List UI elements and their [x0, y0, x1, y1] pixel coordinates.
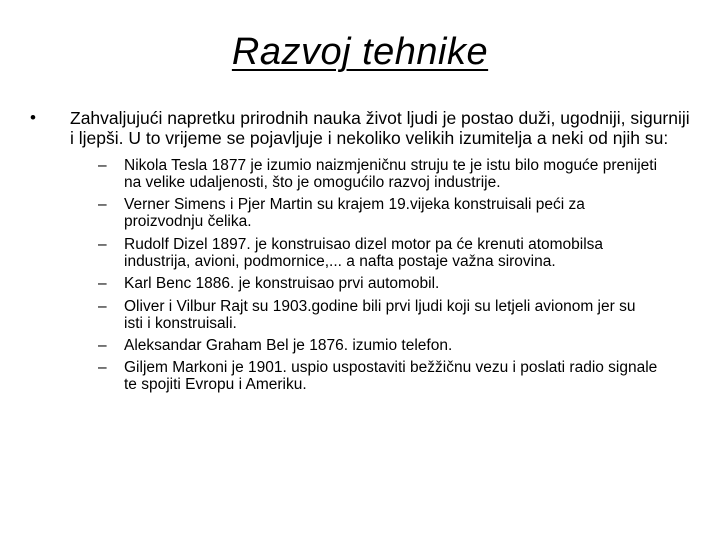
list-item [98, 298, 698, 332]
list-item [98, 196, 698, 230]
list-item-text: Rudolf Dizel 1897. je konstruisao dizel motor pa će krenuti atomobilsa industrija, avioni, podmornice,... a nafta postaje važna sirovina. [124, 235, 604, 270]
inventor-list [28, 157, 698, 393]
list-item [98, 157, 698, 191]
list-item-text: Karl Benc 1886. je konstruisao prvi automobil. [124, 275, 440, 293]
dash-marker: – [98, 336, 107, 354]
dash-marker: – [98, 359, 107, 377]
slide-title: Razvoj tehnike [231, 31, 489, 73]
dash-marker: – [98, 157, 107, 174]
intro-text: Zahvaljujući napretku prirodnih nauka život ljudi je postao duži, ugodniji, sigurniji i ljepši. U to vrijeme se pojavljuje i nekoliko velikih izumitelja a neki od njih su: [70, 108, 690, 148]
list-item-text: Verner Simens i Pjer Martin su krajem 19.vijeka konstruisali peći za proizvodnju čelika. [124, 196, 585, 231]
main-bullet [28, 108, 698, 148]
bullet-marker: • [30, 108, 36, 127]
dash-marker: – [98, 196, 107, 214]
list-item-text: Nikola Tesla 1877 je izumio naizmjeničnu struju te je istu bilo moguće prenijeti na velike udaljenosti, što je omogućilo razvoj industrije. [124, 157, 658, 191]
list-item-text: Giljem Markoni je 1901. uspio uspostaviti bežžičnu vezu i poslati radio signale te spojiti Evropu i Ameriku. [124, 359, 658, 394]
dash-marker: – [98, 275, 107, 293]
list-item [98, 236, 698, 270]
dash-marker: – [98, 235, 107, 253]
dash-marker: – [98, 297, 107, 315]
list-item [98, 359, 698, 393]
slide-content [28, 108, 698, 399]
list-item [98, 337, 698, 354]
list-item-text: Aleksandar Graham Bel je 1876. izumio telefon. [124, 336, 453, 354]
list-item-text: Oliver i Vilbur Rajt su 1903.godine bili prvi ljudi koji su letjeli avionom jer su isti i konstruisali. [124, 297, 636, 332]
list-item [98, 275, 698, 292]
